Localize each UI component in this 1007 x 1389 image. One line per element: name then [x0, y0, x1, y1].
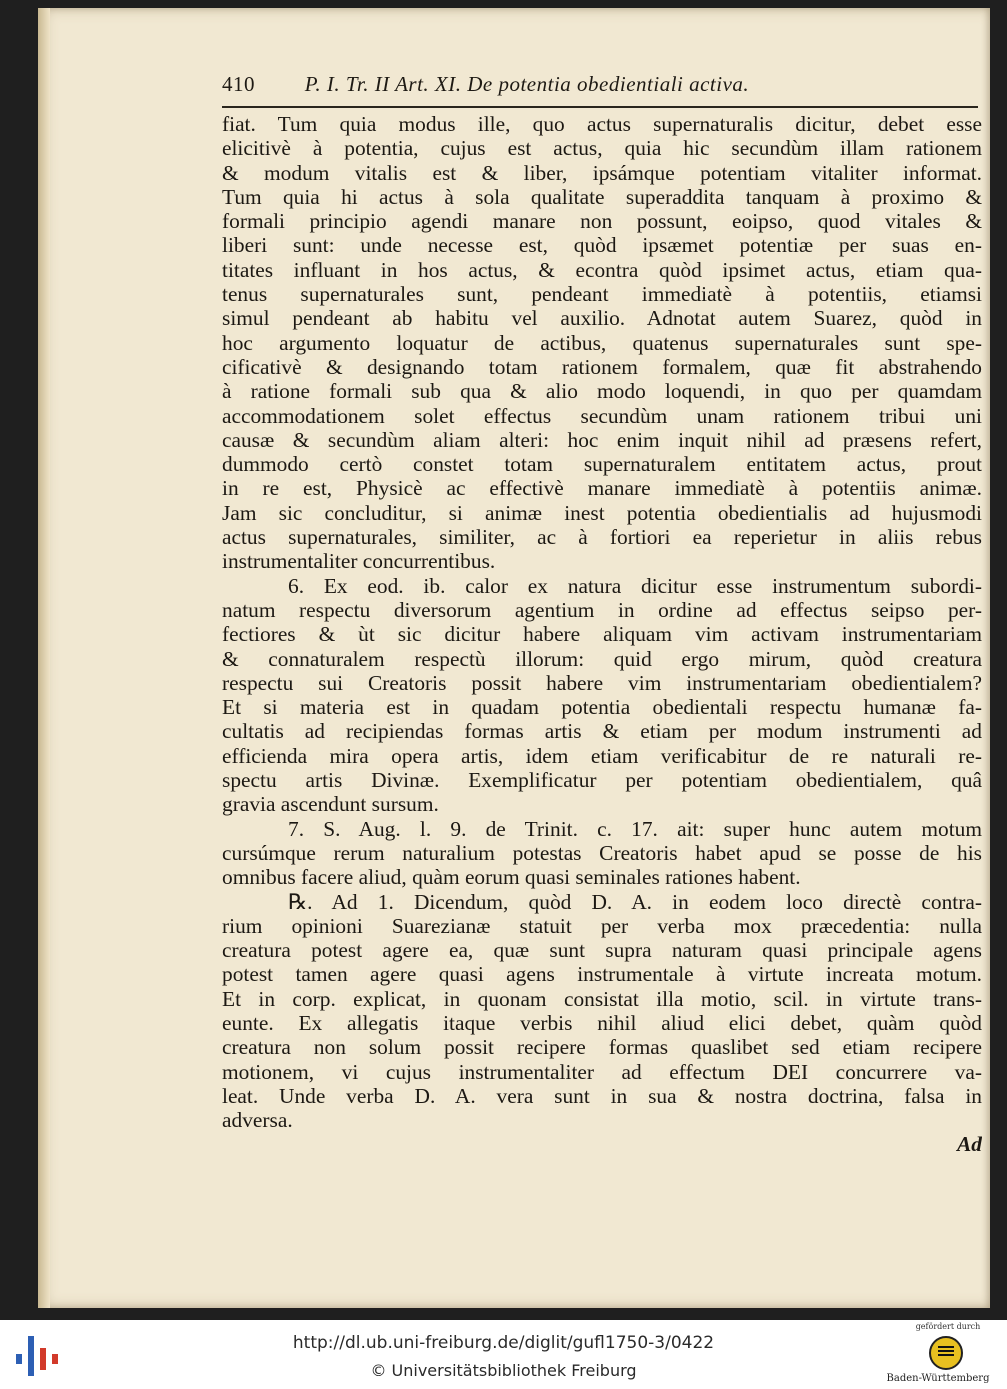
text-line: actus supernaturales, similiter, ac à fortiori ea reperietur in aliis rebus: [222, 525, 982, 550]
running-head-title: P. I. Tr. II Art. XI. De potentia obedientiali activa.: [304, 72, 750, 96]
text-line: natum respectu diversorum agentium in ordine ad effectus seipso per-: [222, 597, 982, 622]
text-line: accommodationem solet effectus secundùm unam rationem tribui uni: [222, 403, 982, 428]
page-gutter: [38, 8, 50, 1308]
running-head: [222, 72, 978, 106]
paragraph-start-line: ℞. Ad 1. Dicendum, quòd D. A. in eodem loco directè contra-: [288, 889, 982, 914]
text-line: & modum vitalis est & liber, ipsámque potentiam vitaliter informat.: [222, 160, 982, 185]
text-line: in re est, Physicè ac effectivè manare immediatè à potentiis animæ.: [222, 476, 982, 501]
text-line: hoc argumento loquatur de actibus, quatenus supernaturales sunt spe-: [222, 330, 982, 355]
text-line: titates influant in hos actus, & econtra quòd ipsimet actus, etiam qua-: [222, 257, 982, 282]
text-line: cursúmque rerum naturalium potestas Creatoris habet apud se posse de his: [222, 840, 982, 865]
state-coat-of-arms-icon: [929, 1336, 963, 1370]
text-line: rium opinioni Suarezianæ statuit per verba mox præcedentia: nulla: [222, 913, 982, 938]
text-line: creatura non solum possit recipere formas quaslibet sed etiam recipere: [222, 1035, 982, 1060]
sponsor-caption: gefördert durch: [915, 1322, 981, 1331]
text-line: Jam sic concluditur, si animæ inest potentia obedientialis ad hujusmodi: [222, 500, 982, 525]
text-line: efficienda mira opera artis, idem etiam verificabitur de re naturali re-: [222, 743, 982, 768]
text-line: Et in corp. explicat, in quonam consistat illa motio, scil. in virtute trans-: [222, 986, 982, 1011]
page-number: 410: [222, 72, 255, 96]
text-line: creatura potest agere ea, quæ sunt supra naturam quasi principale agens: [222, 938, 982, 963]
text-line: simul pendeant ab habitu vel auxilio. Adnotat autem Suarez, quòd in: [222, 306, 982, 331]
text-line: formali principio agendi manare non possunt, eoipso, quod vitales &: [222, 209, 982, 234]
text-line: spectu artis Divinæ. Exemplificatur per potentiam obedientialem, quâ: [222, 768, 982, 793]
text-line: cificativè & designando totam rationem formalem, quæ fit abstrahendo: [222, 354, 982, 379]
text-line: elicitivè à potentia, cujus est actus, quia hic secundùm illam rationem: [222, 136, 982, 161]
catchword: Ad: [957, 1132, 982, 1157]
text-line: respectu sui Creatoris possit habere vim instrumentariam obedientialem?: [222, 670, 982, 695]
text-line: Tum quia hi actus à sola qualitate superaddita tanquam à proximo &: [222, 184, 982, 209]
text-line: & connaturalem respectù illorum: quid ergo mirum, quòd creatura: [222, 646, 982, 671]
text-line: gravia ascendunt sursum.: [222, 792, 439, 817]
text-line: leat. Unde verba D. A. vera sunt in sua & nostra doctrina, falsa in: [222, 1083, 982, 1108]
text-line: omnibus facere aliud, quàm eorum quasi seminales rationes habent.: [222, 865, 801, 890]
text-line: motionem, vi cujus instrumentaliter ad effectum DEI concurrere va-: [222, 1059, 982, 1084]
header-rule: [222, 106, 978, 108]
text-line: dummodo certò constet totam supernaturalem entitatem actus, prout: [222, 452, 982, 477]
text-line: adversa.: [222, 1108, 293, 1133]
text-line: fiat. Tum quia modus ille, quo actus supernaturalis dicitur, debet esse: [222, 112, 982, 136]
text-line: causæ & secundùm aliam alteri: hoc enim inquit nihil ad præsens refert,: [222, 427, 982, 452]
text-line: liberi sunt: unde necesse est, quòd ipsæmet potentiæ per suas en-: [222, 233, 982, 258]
paragraph-start-line: 7. S. Aug. l. 9. de Trinit. c. 17. ait: super hunc autem motum: [288, 816, 982, 841]
text-line: cultatis ad recipiendas formas artis & etiam per modum instrumenti ad: [222, 719, 982, 744]
text-line: instrumentaliter concurrentibus.: [222, 549, 496, 574]
text-line: Et si materia est in quadam potentia obedientali respectu humanæ fa-: [222, 695, 982, 720]
paragraph-start-line: 6. Ex eod. ib. calor ex natura dicitur esse instrumentum subordi-: [288, 573, 982, 598]
permalink-url[interactable]: http://dl.ub.uni-freiburg.de/diglit/gufl1750-3/0422: [292, 1333, 715, 1353]
copyright-notice: © Universitätsbibliothek Freiburg: [370, 1361, 637, 1380]
body-text: [222, 112, 982, 1157]
text-line: tenus supernaturales sunt, pendeant immediatè à potentiis, etiamsi: [222, 282, 982, 307]
text-line: fectiores & ùt sic dicitur habere aliquam vim activam instrumentariam: [222, 622, 982, 647]
text-line: à ratione formali sub qua & alio modo loquendi, in quo per quamdam: [222, 379, 982, 404]
text-line: potest tamen agere quasi agens instrumentale à virtute increata motum.: [222, 962, 982, 987]
text-line: euntе. Ex allegatis itaque verbis nihil aliud elici debet, quàm quòd: [222, 1010, 982, 1035]
sponsor-name: Baden-Württemberg: [886, 1373, 990, 1384]
